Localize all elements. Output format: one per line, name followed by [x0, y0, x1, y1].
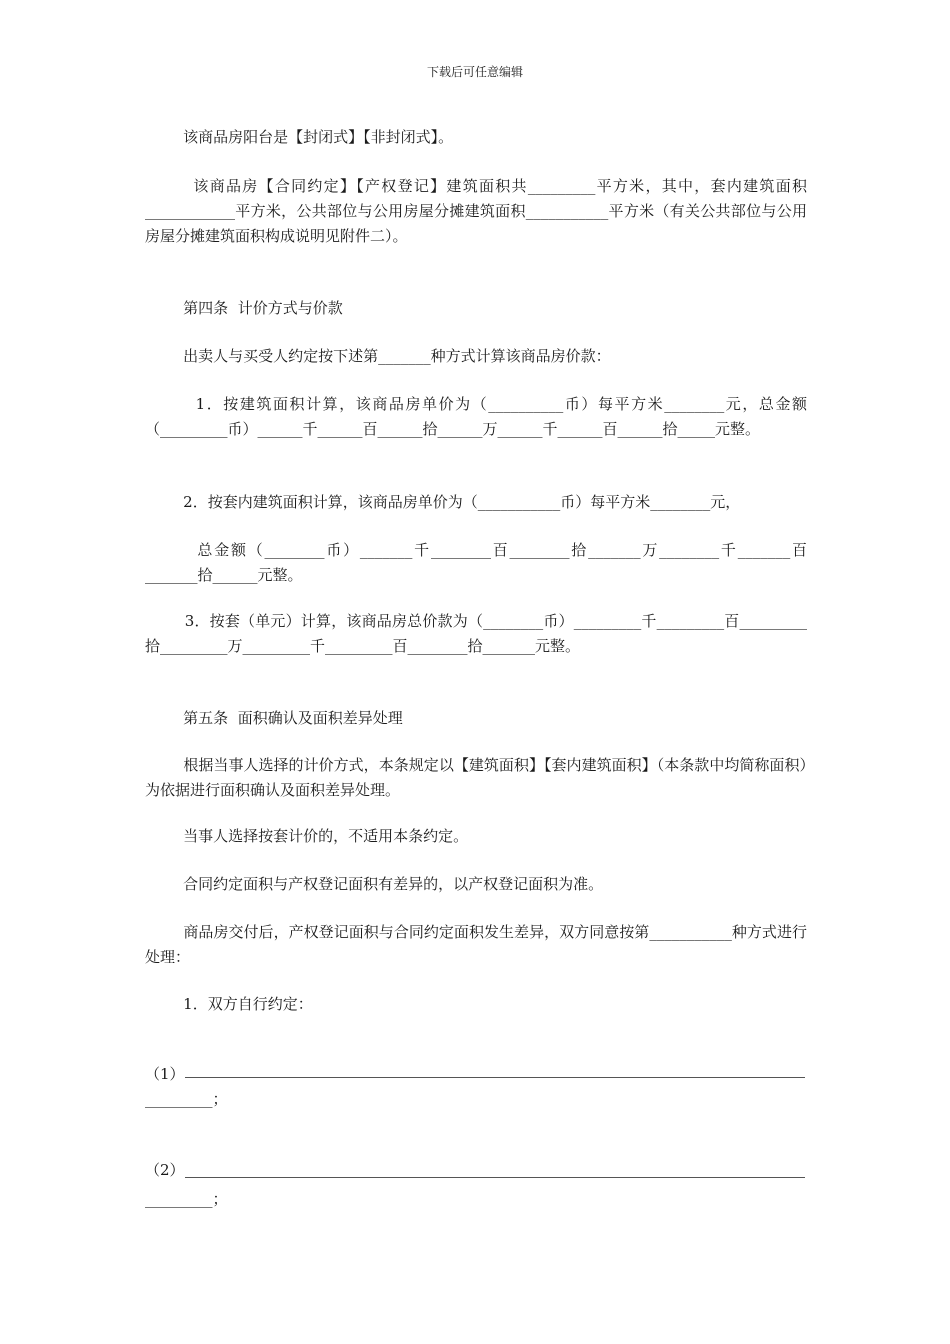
clause-1-continuation: _________；	[145, 1090, 228, 1108]
clause-2-blank-line	[185, 1177, 805, 1178]
balcony-type-paragraph: 该商品房阳台是【封闭式】【非封闭式】。	[145, 128, 454, 146]
building-area-paragraph: 该商品房【合同约定】【产权登记】建筑面积共_________平方米，其中，套内建筑面积____________平方米，公共部位与公用房屋分摊建筑面积___________平方米（有关公共部位与公用房屋分摊建筑面积构成说明见附件二）。	[145, 177, 807, 245]
page-header: 下载后可任意编辑	[426, 65, 523, 79]
article-4-heading: 第四条 计价方式与价款	[145, 299, 343, 317]
area-basis-paragraph: 根据当事人选择的计价方式，本条规定以【建筑面积】【套内建筑面积】（本条款中均简称面积）为依据进行面积确认及面积差异处理。	[145, 756, 807, 799]
area-difference-paragraph: 商品房交付后，产权登记面积与合同约定面积发生差异，双方同意按第___________种方式进行处理：	[145, 923, 807, 966]
clause-1-label: （1）	[145, 1065, 185, 1083]
clause-2-continuation: _________；	[145, 1190, 228, 1208]
pricing-option-3: 3．按套（单元）计算，该商品房总价款为（________币）_________千_________百_________拾_________万_________千_________百________拾_______元整。	[145, 612, 807, 655]
clause-1-blank-line	[185, 1077, 805, 1078]
clause-2-label: （2）	[145, 1161, 185, 1179]
pricing-option-1: 1．按建筑面积计算，该商品房单价为（__________币）每平方米________元，总金额（_________币）______千______百______拾______万______千______百______拾_____元整。	[145, 395, 808, 438]
unit-pricing-exception: 当事人选择按套计价的，不适用本条约定。	[145, 827, 469, 845]
self-agreement-item: 1．双方自行约定：	[145, 995, 313, 1013]
pricing-option-2: 2．按套内建筑面积计算，该商品房单价为（___________币）每平方米________元，	[145, 493, 741, 511]
registered-area-rule: 合同约定面积与产权登记面积有差异的，以产权登记面积为准。	[145, 875, 604, 893]
article-5-heading: 第五条 面积确认及面积差异处理	[145, 709, 403, 727]
pricing-method-paragraph: 出卖人与买受人约定按下述第_______种方式计算该商品房价款：	[145, 347, 611, 365]
pricing-option-2-total: 总金额（________币）_______千________百________拾_______万________千_______百_______拾______元整。	[145, 541, 807, 584]
